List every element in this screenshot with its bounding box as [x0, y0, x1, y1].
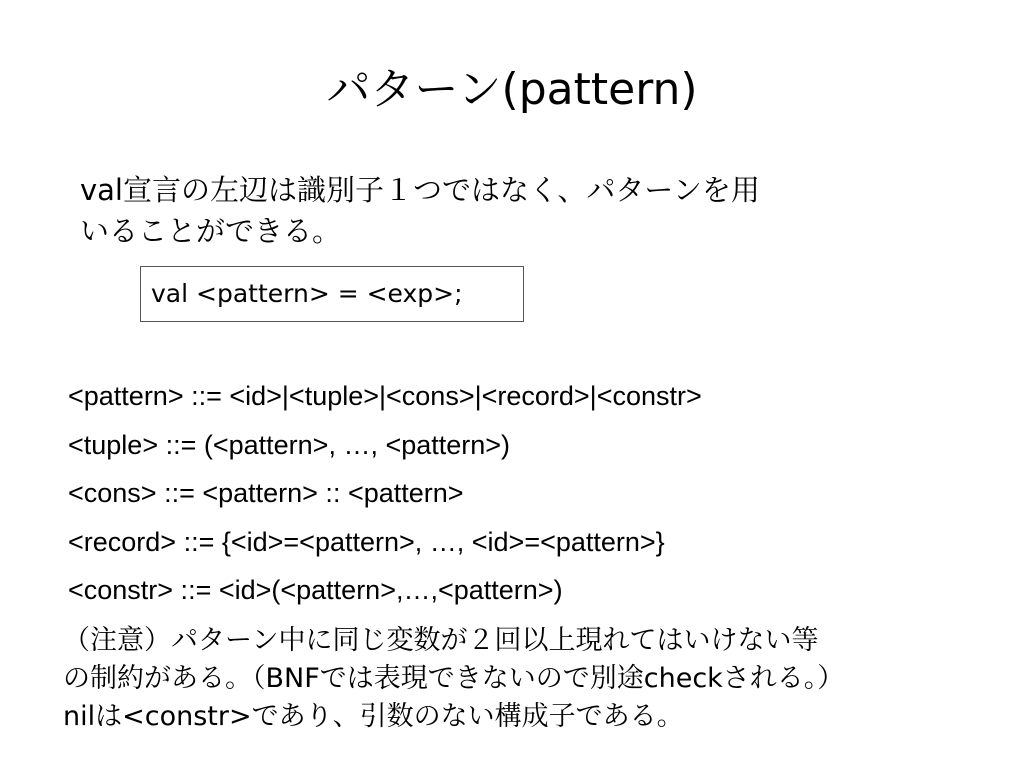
intro-line: val宣言の左辺は識別子１つではなく、パターンを用 — [80, 173, 760, 207]
note-line: nilは<constr>であり、引数のない構成子である。 — [63, 701, 684, 732]
slide-title: パターン(pattern) — [326, 64, 698, 115]
note-line: の制約がある。（BNFでは表現できないので別途checkされる。） — [63, 663, 845, 694]
note-text — [63, 622, 963, 736]
intro-text — [80, 170, 960, 252]
grammar-rules — [68, 372, 968, 615]
note-line: （注意）パターン中に同じ変数が２回以上現れてはいけない等 — [63, 625, 819, 656]
grammar-rule-cons: <cons> ::= <pattern> :: <pattern> — [68, 478, 464, 508]
code-box: val <pattern> = <exp>; — [140, 266, 524, 322]
grammar-rule-tuple: <tuple> ::= (<pattern>, …, <pattern>) — [68, 429, 511, 460]
grammar-rule-pattern: <pattern> ::= <id>|<tuple>|<cons>|<record>|<constr> — [68, 381, 702, 411]
grammar-rule-record: <record> ::= {<id>=<pattern>, …, <id>=<pattern>} — [68, 526, 665, 557]
grammar-rule-constr: <constr> ::= <id>(<pattern>,…,<pattern>) — [68, 575, 563, 605]
intro-line: いることができる。 — [80, 214, 342, 248]
